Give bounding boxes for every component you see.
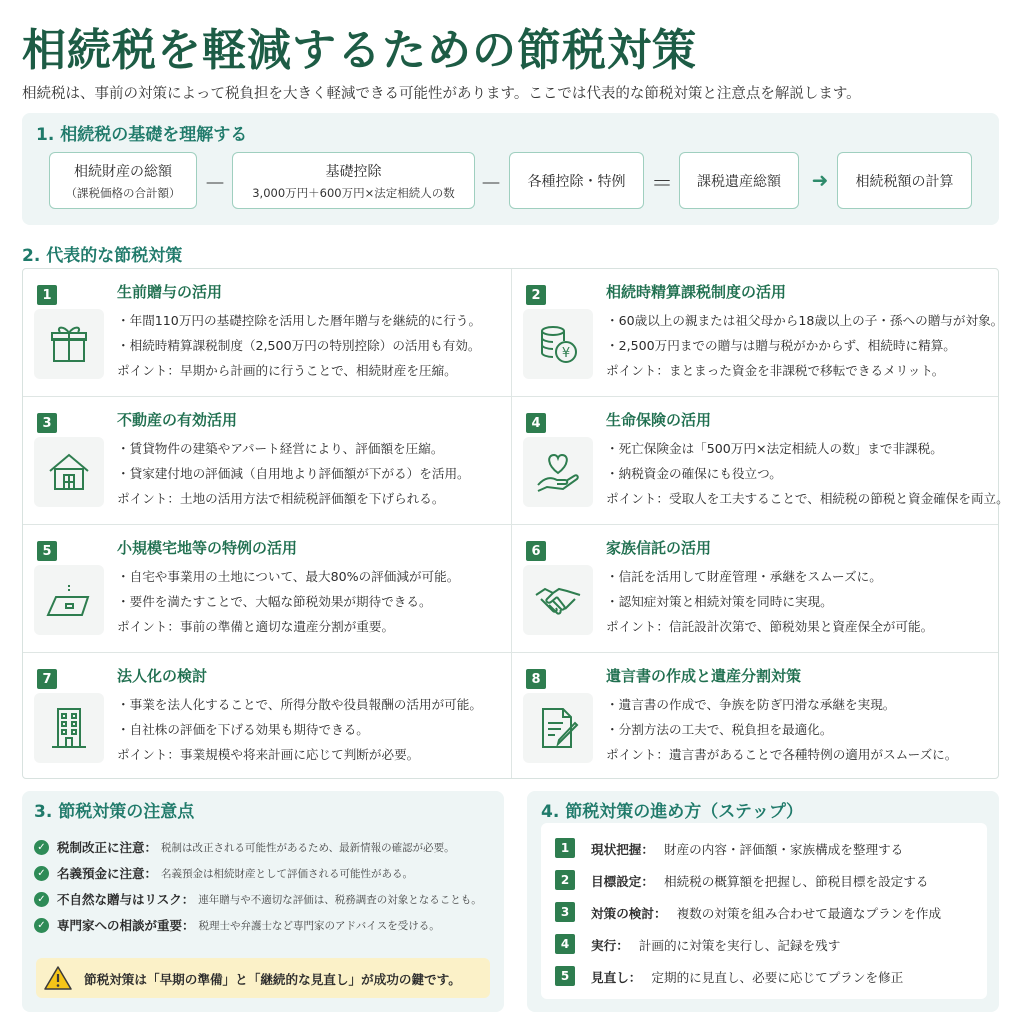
- page-title: 相続税を軽減するための節税対策: [22, 25, 697, 76]
- strategy-title: 法人化の検討: [117, 667, 208, 685]
- arrow-operator: ➜: [811, 168, 829, 192]
- step-label: 実行：: [591, 937, 629, 953]
- step-item: [555, 870, 928, 890]
- strategy-line: ・信託を活用して財産管理・承継をスムーズに。: [606, 569, 882, 584]
- strategy-card: [23, 269, 511, 396]
- strategy-point: ポイント：早期から計画的に行うことで、相続財産を圧縮。: [117, 363, 457, 378]
- strategy-line: ・要件を満たすことで、大幅な節税効果が期待できる。: [117, 594, 432, 609]
- step-desc: 複数の対策を組み合わせて最適なプランを作成: [676, 905, 942, 921]
- strategy-line: ・死亡保険金は「500万円×法定相続人の数」まで非課税。: [606, 441, 943, 456]
- strategy-number: 8: [526, 669, 546, 689]
- strategies-grid: [22, 268, 1009, 779]
- caution-item: [34, 890, 482, 908]
- strategy-line: ・事業を法人化することで、所得分散や役員報酬の活用が可能。: [117, 697, 482, 712]
- strategy-number: 2: [526, 285, 546, 305]
- land-plot-icon: [34, 565, 104, 635]
- strategy-card: [512, 653, 1000, 780]
- strategy-number: 6: [526, 541, 546, 561]
- formula-box-taxable-estate: [679, 152, 799, 209]
- strategy-title: 小規模宅地等の特例の活用: [117, 539, 298, 557]
- strategy-number: 4: [526, 413, 546, 433]
- step-number: 5: [555, 966, 575, 986]
- step-item: [555, 934, 840, 954]
- strategy-point: ポイント：事業規模や将来計画に応じて判断が必要。: [117, 747, 420, 762]
- step-desc: 相続税の概算額を把握し、節税目標を設定する: [663, 873, 929, 889]
- document-pen-icon: [523, 693, 593, 763]
- step-item: [555, 966, 903, 986]
- strategy-title: 生前贈与の活用: [117, 283, 223, 301]
- step-number: 2: [555, 870, 575, 890]
- strategy-line: ・賃貸物件の建築やアパート経営により、評価額を圧縮。: [117, 441, 444, 456]
- formula-box-main: 課税遺産総額: [697, 173, 781, 190]
- strategy-number: 3: [37, 413, 57, 433]
- formula-box-main: 各種控除・特例: [527, 173, 626, 190]
- intro-text: 相続税は、事前の対策によって税負担を大きく軽減できる可能性があります。ここでは代表的な節税対策と注意点を解説します。: [22, 86, 861, 102]
- strategy-point: ポイント：事前の準備と適切な遺産分割が重要。: [117, 619, 395, 634]
- formula-box-sub: 3,000万円＋600万円×法定相続人の数: [252, 185, 455, 200]
- strategy-number: 1: [37, 285, 57, 305]
- caution-item: [34, 864, 413, 882]
- caution-label: 専門家への相談が重要：: [57, 918, 195, 933]
- section-basics-heading: 1. 相続税の基礎を理解する: [36, 125, 248, 145]
- strategy-line: ・相続時精算課税制度（2,500万円の特別控除）の活用も有効。: [117, 338, 481, 353]
- warning-text: 節税対策は「早期の準備」と「継続的な見直し」が成功の鍵です。: [84, 971, 461, 987]
- strategy-card: [23, 397, 511, 524]
- strategy-line: ・認知症対策と相続対策を同時に実現。: [606, 594, 833, 609]
- strategy-card: [512, 397, 1009, 524]
- strategy-number: 7: [37, 669, 57, 689]
- step-desc: 財産の内容・評価額・家族構成を整理する: [663, 841, 904, 857]
- strategy-line: ・貸家建付地の評価減（自用地より評価額が下がる）を活用。: [117, 466, 470, 481]
- minus-operator: －: [479, 172, 502, 197]
- strategy-point: ポイント：遺言書があることで各種特例の適用がスムーズに。: [606, 747, 958, 762]
- strategy-point: ポイント：土地の活用方法で相続税評価額を下げられる。: [117, 491, 445, 506]
- strategy-point: ポイント：まとまった資金を非課税で移転できるメリット。: [606, 363, 945, 378]
- step-desc: 計画的に対策を実行し、記録を残す: [638, 937, 841, 953]
- strategy-line: ・遺言書の作成で、争族を防ぎ円滑な承継を実現。: [606, 697, 896, 712]
- step-label: 現状把握：: [591, 841, 654, 857]
- section-cautions-heading: 3. 節税対策の注意点: [34, 802, 195, 822]
- formula-box-main: 相続税額の計算: [855, 173, 954, 190]
- check-icon: ✓: [34, 918, 49, 933]
- caution-desc: 税制は改正される可能性があるため、最新情報の確認が必要。: [161, 841, 455, 854]
- strategy-title: 遺言書の作成と遺産分割対策: [606, 667, 802, 685]
- formula-box-deductions: [509, 152, 644, 209]
- caution-item: [34, 838, 455, 856]
- formula-box-tax-calc: [837, 152, 972, 209]
- formula-box-basic-deduction: [232, 152, 475, 209]
- formula-box-total-estate: [49, 152, 197, 209]
- caution-desc: 連年贈与や不適切な評価は、税務調査の対象となることも。: [198, 893, 482, 906]
- formula-box-main: 相続財産の総額: [74, 163, 172, 180]
- formula-box-main: 基礎控除: [325, 163, 382, 180]
- strategy-title: 生命保険の活用: [606, 411, 712, 429]
- strategy-point: ポイント：信託設計次第で、節税効果と資産保全が可能。: [606, 619, 934, 634]
- strategy-line: ・納税資金の確保にも役立つ。: [606, 466, 782, 481]
- steps-list: [541, 823, 987, 999]
- handshake-icon: [523, 565, 593, 635]
- step-label: 見直し：: [591, 969, 642, 985]
- formula-box-sub: （課税価格の合計額）: [65, 185, 181, 200]
- caution-label: 不自然な贈与はリスク：: [57, 892, 195, 907]
- caution-item: [34, 916, 440, 934]
- strategy-line: ・2,500万円までの贈与は贈与税がかからず、相続時に精算。: [606, 338, 956, 353]
- strategy-title: 家族信託の活用: [606, 539, 712, 557]
- svg-text:¥: ¥: [561, 346, 571, 361]
- step-label: 目標設定：: [591, 873, 654, 889]
- house-icon: [34, 437, 104, 507]
- strategy-line: ・60歳以上の親または祖父母から18歳以上の子・孫への贈与が対象。: [606, 313, 1004, 328]
- caution-desc: 名義預金は相続財産として評価される可能性がある。: [161, 867, 414, 880]
- section-basics: [22, 113, 999, 225]
- check-icon: ✓: [34, 892, 49, 907]
- strategy-card: [23, 653, 511, 780]
- step-item: [555, 838, 903, 858]
- section-steps-heading: 4. 節税対策の進め方（ステップ）: [541, 802, 804, 822]
- strategy-line: ・年間110万円の基礎控除を活用した暦年贈与を継続的に行う。: [117, 313, 482, 328]
- equals-operator: ＝: [650, 172, 673, 197]
- caution-label: 名義預金に注意：: [57, 866, 158, 881]
- warning-banner: [36, 958, 490, 998]
- office-building-icon: [34, 693, 104, 763]
- strategy-card: [512, 269, 1004, 396]
- section-steps: [527, 791, 999, 1012]
- strategy-card: [23, 525, 511, 652]
- strategy-line: ・分割方法の工夫で、税負担を最適化。: [606, 722, 833, 737]
- gift-icon: [34, 309, 104, 379]
- caution-desc: 税理士や弁護士など専門家のアドバイスを受ける。: [198, 919, 440, 932]
- strategy-card: [512, 525, 1000, 652]
- strategy-number: 5: [37, 541, 57, 561]
- caution-label: 税制改正に注意：: [57, 840, 158, 855]
- section-cautions: [22, 791, 504, 1012]
- strategy-title: 不動産の有効活用: [117, 411, 238, 429]
- step-label: 対策の検討：: [591, 905, 667, 921]
- step-desc: 定期的に見直し、必要に応じてプランを修正: [651, 969, 904, 985]
- warning-icon: [44, 965, 72, 991]
- strategy-point: ポイント：受取人を工夫することで、相続税の節税と資金確保を両立。: [606, 491, 1009, 506]
- minus-operator: －: [203, 172, 226, 197]
- coins-yen-icon: [523, 309, 593, 379]
- check-icon: ✓: [34, 866, 49, 881]
- step-number: 3: [555, 902, 575, 922]
- section-strategies-heading: 2. 代表的な節税対策: [22, 246, 183, 266]
- step-number: 4: [555, 934, 575, 954]
- strategy-title: 相続時精算課税制度の活用: [606, 283, 787, 301]
- step-item: [555, 902, 941, 922]
- heart-hand-icon: [523, 437, 593, 507]
- step-number: 1: [555, 838, 575, 858]
- strategy-line: ・自社株の評価を下げる効果も期待できる。: [117, 722, 369, 737]
- check-icon: ✓: [34, 840, 49, 855]
- strategy-line: ・自宅や事業用の土地について、最大80%の評価減が可能。: [117, 569, 460, 584]
